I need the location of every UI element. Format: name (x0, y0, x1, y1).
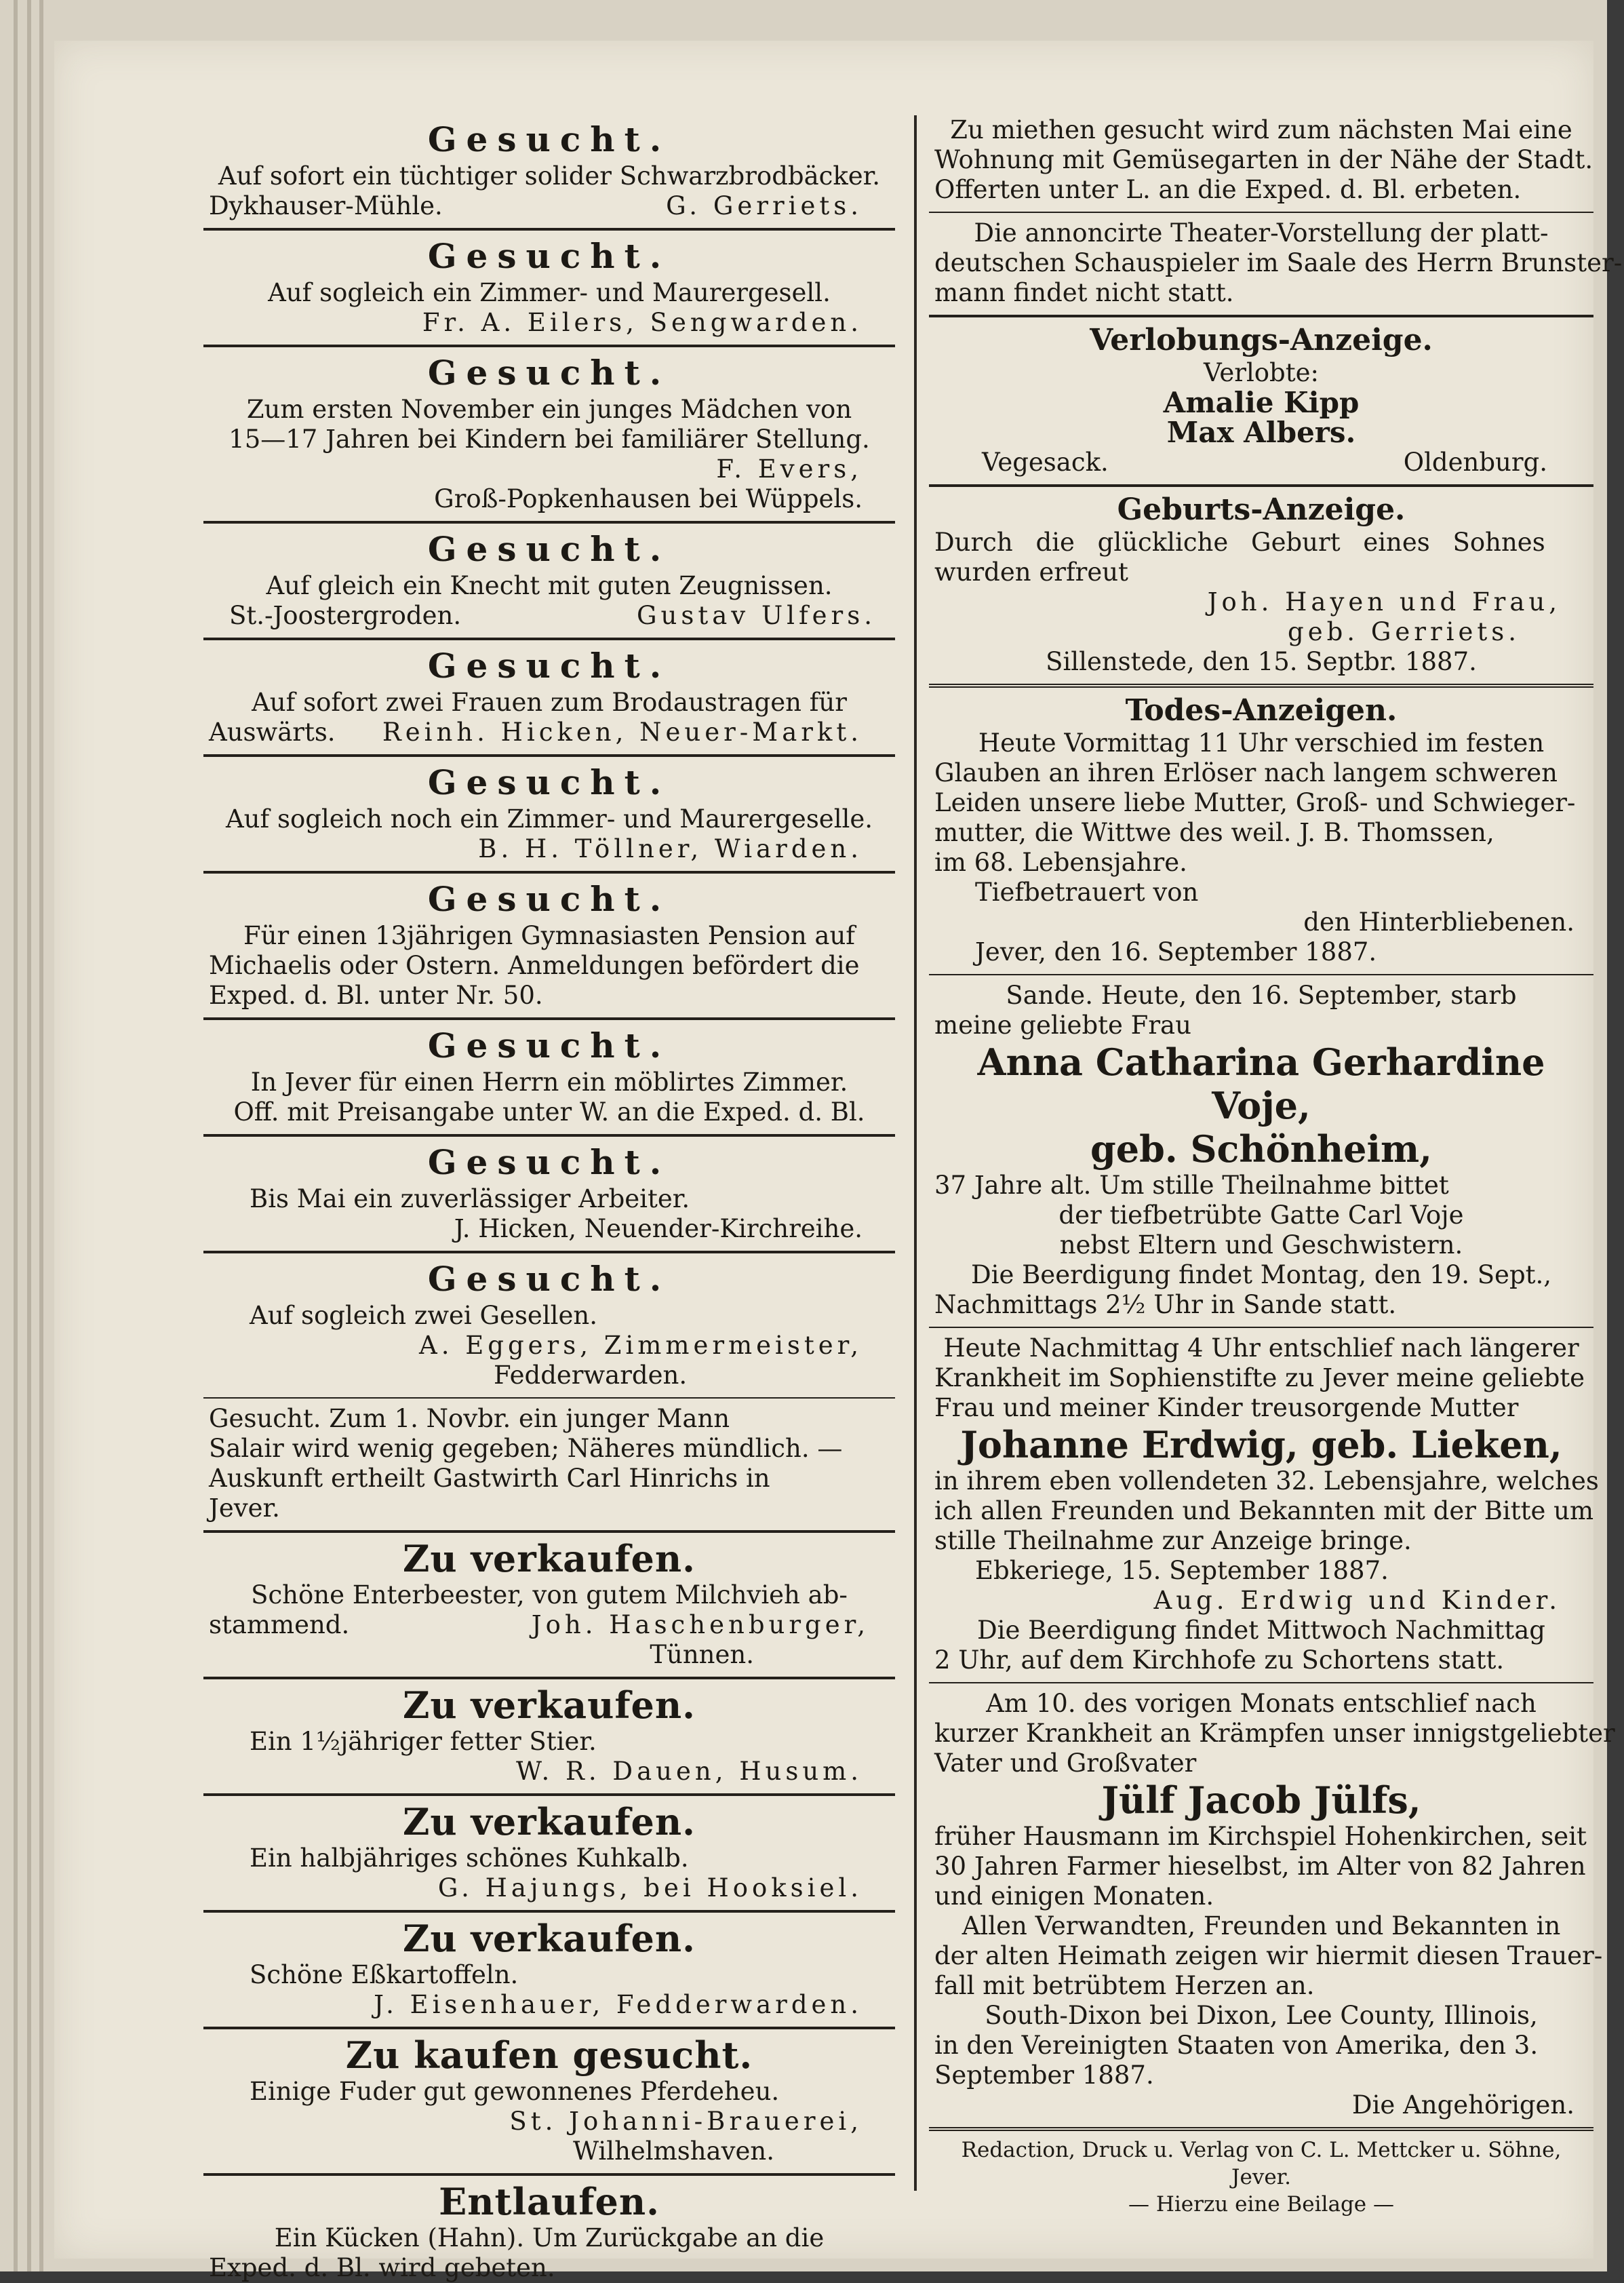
obituary-sender: Die Angehörigen. (1351, 2090, 1575, 2120)
ad-signature (209, 191, 890, 221)
ad-verkaufen-4 (203, 1918, 895, 2020)
ad-advertiser: St. Johanni-Brauerei, (509, 2107, 863, 2136)
ad-title: Gesucht. (427, 762, 671, 802)
divider-rule (203, 1910, 895, 1913)
ad-advertiser-place: Wilhelmshaven. (573, 2136, 774, 2166)
ad-advertiser: J. Hicken, Neuender-Kirchreihe. (454, 1214, 863, 1243)
divider-rule (929, 484, 1593, 487)
ad-title: Gesucht. (427, 1142, 671, 1182)
page-edge (27, 0, 31, 2271)
geburts-anzeige (929, 492, 1593, 677)
obituary-text: Vater und Großvater (934, 1749, 1197, 1778)
divider-rule (203, 1017, 895, 1020)
deceased-name: Jülf Jacob Jülfs, (1101, 1778, 1421, 1822)
divider-rule (203, 1134, 895, 1137)
ad-text: Michaelis oder Ostern. Anmeldungen befördert die (209, 951, 860, 980)
obituary-text: Allen Verwandten, Freunden und Bekannten in (962, 1911, 1561, 1940)
ad-text: Ein halbjähriges schönes Kuhkalb. (250, 1843, 689, 1873)
engaged-name: Max Albers. (1166, 416, 1356, 449)
obituary-text: ich allen Freunden und Bekannten mit der Bitte um (934, 1496, 1594, 1525)
ad-title: Gesucht. (427, 1026, 671, 1066)
ad-text: Auf gleich ein Knecht mit guten Zeugnissen. (266, 571, 833, 600)
ad-text: Jever. (209, 1494, 280, 1523)
ad-place: Dykhauser-Mühle. (209, 191, 443, 220)
announcement-place-date: Sillenstede, den 15. Septbr. 1887. (1046, 647, 1477, 676)
announcement-title: Verlobungs-Anzeige. (1090, 323, 1433, 357)
ad-gesucht-6 (203, 762, 895, 864)
ad-text: In Jever für einen Herrn ein möblirtes Zimmer. (250, 1068, 848, 1097)
obituary-text: der alten Heimath zeigen wir hiermit diesen Trauer- (934, 1941, 1603, 1970)
ad-text: deutschen Schauspieler im Saale des Herrn Brunster- (934, 248, 1623, 277)
ad-advertiser: G. Gerriets. (666, 191, 863, 220)
ad-advertiser: F. Evers, (716, 454, 863, 484)
ad-title: Gesucht. (427, 879, 671, 919)
obituary-text: Krankheit im Sophienstifte zu Jever meine geliebte (934, 1363, 1585, 1392)
place: Oldenburg. (1403, 448, 1547, 477)
ad-advertiser: A. Eggers, Zimmermeister, (419, 1331, 863, 1360)
divider-rule (203, 754, 895, 757)
announcement-sender: geb. Gerriets. (1288, 617, 1520, 646)
ad-advertiser-place: Groß-Popkenhausen bei Wüppels. (434, 484, 863, 513)
ad-gesucht-9 (203, 1142, 895, 1244)
ad-advertiser: Fr. A. Eilers, Sengwarden. (422, 308, 863, 337)
divider-rule (929, 2127, 1593, 2131)
obituary-date: September 1887. (934, 2061, 1154, 2090)
ad-text: Bis Mai ein zuverlässiger Arbeiter. (250, 1184, 690, 1213)
ad-title: Gesucht. (427, 119, 671, 159)
divider-rule (203, 1530, 895, 1533)
ad-text: Auf sogleich noch ein Zimmer- und Maurergeselle. (225, 804, 873, 834)
announcement-text: wurden erfreut (934, 558, 1128, 587)
ad-gesucht-3 (203, 353, 895, 514)
ad-signature (209, 601, 890, 631)
ad-text: mann findet nicht statt. (934, 278, 1234, 307)
column-divider (914, 115, 917, 2191)
divider-rule (203, 1793, 895, 1796)
obituary-text: mutter, die Wittwe des weil. J. B. Thomssen, (934, 818, 1494, 847)
obituary-text: Am 10. des vorigen Monats entschlief nach (986, 1689, 1537, 1718)
obituary-place-date: Ebkeriege, 15. September 1887. (975, 1556, 1389, 1585)
obituary-text: Tiefbetrauert von (975, 878, 1199, 907)
ad-advertiser: W. R. Dauen, Husum. (515, 1757, 863, 1786)
obituary-text: 2 Uhr, auf dem Kirchhofe zu Schortens statt. (934, 1645, 1505, 1675)
ad-text: Off. mit Preisangabe unter W. an die Exped. d. Bl. (233, 1097, 865, 1127)
right-column (929, 115, 1623, 2218)
ad-text: Ein 1½jähriger fetter Stier. (250, 1727, 597, 1756)
obituary-text: kurzer Krankheit an Krämpfen unser innigstgeliebter (934, 1719, 1615, 1748)
deceased-name: Johanne Erdwig, geb. Lieken, (960, 1423, 1562, 1466)
ad-title: Zu kaufen gesucht. (345, 2033, 753, 2077)
ad-gesucht-5 (203, 646, 895, 747)
ad-title: Zu verkaufen. (403, 1800, 696, 1843)
divider-rule (203, 228, 895, 231)
announcement-subtitle: Verlobte: (1204, 358, 1319, 387)
ad-gesucht-inline (203, 1404, 895, 1523)
divider-rule (929, 1682, 1593, 1683)
supplement-note: — Hierzu eine Beilage — (1128, 2192, 1395, 2217)
ad-title: Zu verkaufen. (403, 1683, 696, 1727)
engaged-places (934, 448, 1588, 477)
ad-advertiser: G. Hajungs, bei Hooksiel. (437, 1873, 863, 1902)
obituary-text: Nachmittags 2½ Uhr in Sande statt. (934, 1290, 1397, 1319)
divider-rule (929, 974, 1593, 975)
obituary-sender: der tiefbetrübte Gatte Carl Voje (1058, 1201, 1464, 1230)
obituary-text: stille Theilnahme zur Anzeige bringe. (934, 1526, 1412, 1555)
ad-title: Gesucht. (427, 646, 671, 686)
ad-advertiser: Joh. Haschenburger, (531, 1610, 869, 1639)
obituary-text: Sande. Heute, den 16. September, starb (1006, 981, 1517, 1010)
ad-wohnung (929, 115, 1593, 205)
ad-text: Exped. d. Bl. unter Nr. 50. (209, 981, 543, 1010)
divider-rule (929, 315, 1593, 317)
ad-advertiser: Gustav Ulfers. (636, 601, 876, 630)
ad-gesucht-4 (203, 529, 895, 631)
ad-text: Ein Kücken (Hahn). Um Zurückgabe an die (274, 2223, 825, 2252)
obituary-text: Die Beerdigung findet Mittwoch Nachmittag (977, 1616, 1545, 1645)
ad-entlaufen (203, 2181, 895, 2283)
divider-rule (203, 1251, 895, 1253)
ad-text: Gesucht. Zum 1. Novbr. ein junger Mann (209, 1404, 730, 1433)
ad-advertiser: J. Eisenhauer, Fedderwarden. (374, 1990, 863, 2019)
ad-text: Für einen 13jährigen Gymnasiasten Pension auf (243, 921, 856, 950)
ad-signature (209, 718, 890, 747)
obituary-text: Heute Vormittag 11 Uhr verschied im festen (978, 728, 1545, 758)
obituary-sender: Aug. Erdwig und Kinder. (1153, 1586, 1561, 1615)
ad-theater (929, 218, 1623, 308)
divider-rule (203, 2173, 895, 2176)
ad-title: Gesucht. (427, 236, 671, 276)
obituary-text: fall mit betrübtem Herzen an. (934, 1971, 1315, 2000)
ad-text: Salair wird wenig gegeben; Näheres mündlich. — (209, 1434, 843, 1463)
verlobungs-anzeige (929, 323, 1593, 477)
ad-place: St.-Joostergroden. (229, 601, 462, 630)
obituary-text: Heute Nachmittag 4 Uhr entschlief nach längerer (943, 1333, 1579, 1363)
todes-anzeigen (929, 693, 1593, 967)
ad-gesucht-2 (203, 236, 895, 338)
ad-text: Zum ersten November ein junges Mädchen von (246, 395, 852, 424)
obituary-voje (929, 981, 1593, 1320)
ad-text: Offerten unter L. an die Exped. d. Bl. erbeten. (934, 175, 1522, 204)
obituary-text: in ihrem eben vollendeten 32. Lebensjahre, welches (934, 1466, 1599, 1496)
divider-rule (203, 871, 895, 874)
ad-gesucht-10 (203, 1259, 895, 1390)
ad-text: stammend. (209, 1610, 350, 1639)
ad-title: Entlaufen. (439, 2180, 660, 2223)
obituary-text: 30 Jahren Farmer hieselbst, im Alter von 82 Jahren (934, 1852, 1586, 1881)
deceased-maiden-name: geb. Schönheim, (1090, 1127, 1432, 1171)
ad-gesucht-1 (203, 119, 895, 221)
divider-rule (203, 521, 895, 524)
ad-place: Auswärts. (209, 718, 336, 747)
divider-rule (203, 1397, 895, 1399)
left-column (203, 115, 895, 2283)
ad-text: Auskunft ertheilt Gastwirth Carl Hinrichs in (209, 1464, 770, 1493)
ad-title: Zu verkaufen. (403, 1917, 696, 1960)
obituary-text: Frau und meiner Kinder treusorgende Mutter (934, 1393, 1519, 1422)
ad-text: Wohnung mit Gemüsegarten in der Nähe der Stadt. (934, 145, 1593, 174)
obituary-sender: den Hinterbliebenen. (1303, 908, 1575, 937)
ad-text: Auf sogleich zwei Gesellen. (250, 1301, 597, 1330)
obituary-text: im 68. Lebensjahre. (934, 848, 1187, 877)
announcement-text: Durch die glückliche Geburt eines Sohnes (934, 528, 1545, 557)
ad-text: Zu miethen gesucht wird zum nächsten Mai eine (950, 115, 1572, 144)
divider-rule (203, 638, 895, 640)
obituary-text: und einigen Monaten. (934, 1881, 1214, 1911)
obituary-place: in den Vereinigten Staaten von Amerika, den 3. (934, 2031, 1539, 2060)
ad-verkaufen-3 (203, 1801, 895, 1903)
obituary-juelfs (929, 1689, 1615, 2120)
place: Vegesack. (982, 448, 1109, 477)
ad-advertiser-place: Fedderwarden. (494, 1361, 688, 1390)
page-edge (39, 0, 43, 2271)
ad-verkaufen-1 (203, 1538, 895, 1670)
announcement-sender: Joh. Hayen und Frau, (1207, 587, 1561, 617)
divider-rule (929, 212, 1593, 213)
ad-advertiser-place: Tünnen. (650, 1640, 754, 1669)
obituary-text: früher Hausmann im Kirchspiel Hohenkirchen, seit (934, 1822, 1587, 1851)
obituary-place-date: Jever, den 16. September 1887. (975, 937, 1377, 967)
engaged-name: Amalie Kipp (1163, 386, 1360, 419)
ad-text: Auf sofort ein tüchtiger solider Schwarzbrodbäcker. (218, 161, 881, 191)
ad-text: Die annoncirte Theater-Vorstellung der platt- (974, 218, 1549, 248)
ad-gesucht-7 (203, 879, 895, 1011)
obituary-text: meine geliebte Frau (934, 1011, 1191, 1040)
ad-text: 15—17 Jahren bei Kindern bei familiärer Stellung. (229, 425, 870, 454)
ad-text: Exped. d. Bl. wird gebeten. (209, 2253, 555, 2282)
announcement-title: Geburts-Anzeige. (1117, 492, 1406, 527)
ad-text: Auf sofort zwei Frauen zum Brodaustragen für (252, 688, 847, 717)
publisher-imprint: Redaction, Druck u. Verlag von C. L. Mettcker u. Söhne, Jever. (961, 2138, 1562, 2189)
ad-advertiser: Reinh. Hicken, Neuer-Markt. (382, 718, 863, 747)
ad-advertiser: B. H. Töllner, Wiarden. (478, 834, 863, 863)
ad-title: Gesucht. (427, 529, 671, 569)
obituary-place: South-Dixon bei Dixon, Lee County, Illinois, (985, 2001, 1538, 2030)
ad-text: Schöne Enterbeester, von gutem Milchvieh ab- (251, 1580, 848, 1609)
ad-kaufen-gesucht (203, 2035, 895, 2166)
ad-text: Auf sogleich ein Zimmer- und Maurergesell. (268, 278, 831, 307)
divider-rule (203, 2027, 895, 2029)
divider-rule (929, 684, 1593, 688)
ad-signature (209, 1610, 890, 1640)
divider-rule (203, 345, 895, 347)
ad-text: Schöne Eßkartoffeln. (250, 1960, 519, 1989)
obituary-text: 37 Jahre alt. Um stille Theilnahme bittet (934, 1171, 1449, 1200)
ad-verkaufen-2 (203, 1685, 895, 1787)
obituary-text: Die Beerdigung findet Montag, den 19. Sept., (970, 1260, 1552, 1289)
obituary-text: Glauben an ihren Erlöser nach langem schweren (934, 758, 1558, 787)
ad-title: Gesucht. (427, 353, 671, 393)
divider-rule (203, 1677, 895, 1679)
obituary-sender: nebst Eltern und Geschwistern. (1059, 1230, 1463, 1260)
announcement-title: Todes-Anzeigen. (1125, 693, 1398, 728)
obituary-text: Leiden unsere liebe Mutter, Groß- und Schwieger- (934, 788, 1576, 817)
ad-title: Zu verkaufen. (403, 1537, 696, 1580)
ad-gesucht-8 (203, 1026, 895, 1127)
divider-rule (929, 1327, 1593, 1328)
ad-text: Einige Fuder gut gewonnenes Pferdeheu. (250, 2077, 780, 2106)
deceased-name: Anna Catharina Gerhardine Voje, (977, 1040, 1545, 1127)
ad-title: Gesucht. (427, 1259, 671, 1299)
obituary-erdwig (929, 1333, 1599, 1675)
page-edge (14, 0, 18, 2271)
